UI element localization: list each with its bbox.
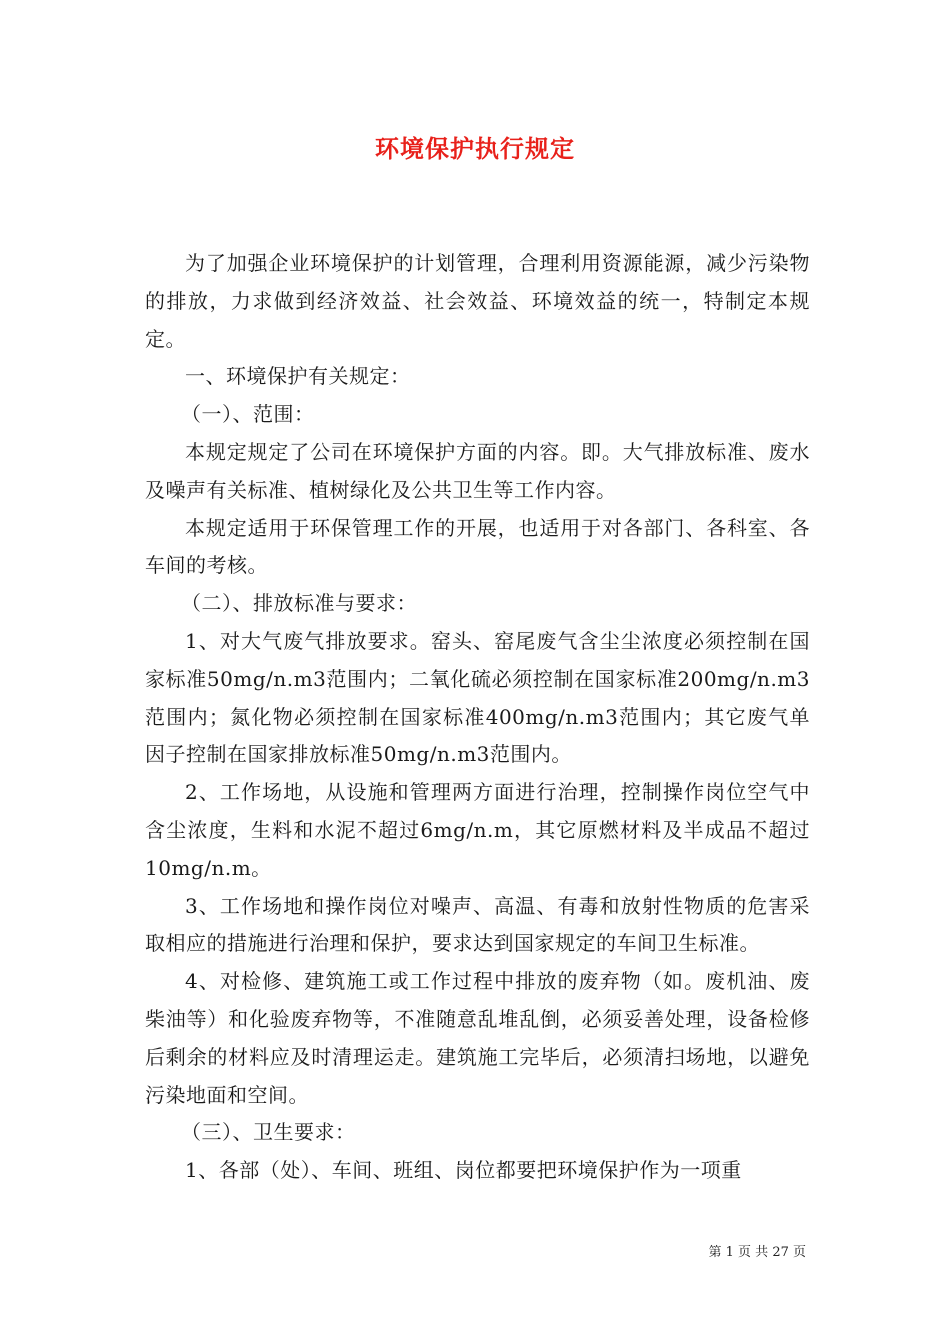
document-title: 环境保护执行规定: [375, 134, 575, 163]
paragraph-intro: 为了加强企业环境保护的计划管理，合理利用资源能源，减少污染物的排放，力求做到经济效益、社会效益、环境效益的统一，特制定本规定。: [145, 251, 810, 351]
paragraph-applicability: 本规定适用于环保管理工作的开展，也适用于对各部门、各科室、各车间的考核。: [145, 515, 810, 578]
subsection-heading-hygiene: （三）、卫生要求：: [181, 1120, 356, 1145]
paragraph-scope: 本规定规定了公司在环境保护方面的内容。即。大气排放标准、废水及噪声有关标准、植树绿化及公共卫生等工作内容。: [145, 439, 810, 502]
subsection-heading-scope: （一）、范围：: [181, 402, 315, 427]
paragraph-emission-1: 1、对大气废气排放要求。窑头、窑尾废气含尘尘浓度必须控制在国家标准50mg/n.m3范围内；二氧化硫必须控制在国家标准200mg/n.m3范围内；氮化物必须控制在国家标准400mg/n.m3范围内；其它废气单因子控制在国家排放标准50mg/n.m3范围内。: [145, 628, 810, 767]
paragraph-hygiene-1: 1、各部（处）、车间、班组、岗位都要把环境保护作为一项重: [185, 1158, 742, 1183]
subsection-heading-emission: （二）、排放标准与要求：: [181, 591, 417, 616]
paragraph-emission-3: 3、工作场地和操作岗位对噪声、高温、有毒和放射性物质的危害采取相应的措施进行治理和保护，要求达到国家规定的车间卫生标准。: [145, 893, 810, 956]
page-number: 第 1 页 共 27 页: [708, 1245, 806, 1260]
document-body: [145, 245, 810, 1190]
paragraph-emission-4: 4、对检修、建筑施工或工作过程中排放的废弃物（如。废机油、废柴油等）和化验废弃物等，不准随意乱堆乱倒，必须妥善处理，设备检修后剩余的材料应及时清理运走。建筑施工完毕后，必须清扫场地，以避免污染地面和空间。: [145, 969, 810, 1107]
section-heading-1: 一、环境保护有关规定：: [185, 364, 411, 389]
paragraph-emission-2: 2、工作场地，从设施和管理两方面进行治理，控制操作岗位空气中含尘浓度，生料和水泥不超过6mg/n.m，其它原燃材料及半成品不超过10mg/n.m。: [145, 780, 810, 880]
